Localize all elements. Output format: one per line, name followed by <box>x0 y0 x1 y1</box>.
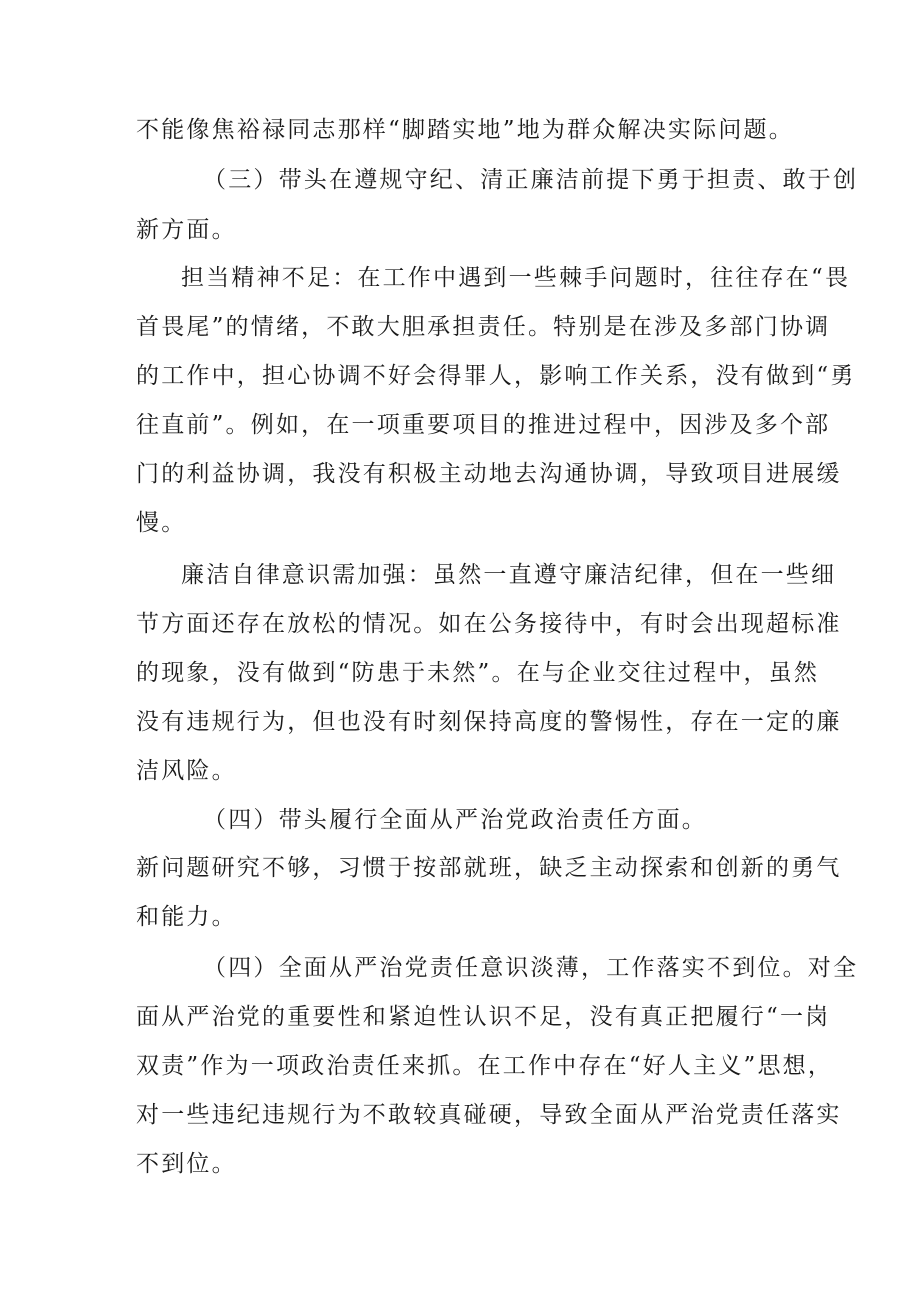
section-three-heading: （三）带头在遵规守纪、清正廉洁前提下勇于担责、敢于创 <box>203 167 859 193</box>
section-four-heading: （四）带头履行全面从严治党政治责任方面。 <box>203 807 707 833</box>
para-courage-line: 门的利益协调，我没有积极主动地去沟通协调，导致项目进展缓 <box>136 461 842 487</box>
para-courage-line: 首畏尾”的情绪，不敢大胆承担责任。特别是在涉及多部门协调 <box>136 314 831 340</box>
para-courage-line: 担当精神不足：在工作中遇到一些棘手问题时，往往存在“畏 <box>181 265 851 291</box>
para-responsibility-line: （四）全面从严治党责任意识淡薄，工作落实不到位。对全 <box>203 955 859 981</box>
para-responsibility-line: 双责”作为一项政治责任来抓。在工作中存在“好人主义”思想， <box>136 1053 834 1079</box>
para-integrity-line: 节方面还存在放松的情况。如在公务接待中，有时会出现超标准 <box>136 611 842 637</box>
para-innovation-line: 和能力。 <box>136 904 237 930</box>
para-responsibility-line: 对一些违纪违规行为不敢较真碰硬，导致全面从严治党责任落实 <box>136 1102 842 1128</box>
para-responsibility-line: 面从严治党的重要性和紧迫性认识不足，没有真正把履行“一岗 <box>136 1004 831 1030</box>
continuation-line: 不能像焦裕禄同志那样“脚踏实地”地为群众解决实际问题。 <box>136 117 794 143</box>
para-innovation-line: 新问题研究不够，习惯于按部就班，缺乏主动探索和创新的勇气 <box>136 855 842 881</box>
para-integrity-line: 廉洁自律意识需加强：虽然一直遵守廉洁纪律，但在一些细 <box>181 562 837 588</box>
section-three-heading-cont: 新方面。 <box>136 217 237 243</box>
para-courage-line: 往直前”。例如，在一项重要项目的推进过程中，因涉及多个部 <box>136 412 831 438</box>
para-courage-line: 的工作中，担心协调不好会得罪人，影响工作关系，没有做到“勇 <box>136 363 856 389</box>
para-integrity-line: 没有违规行为，但也没有时刻保持高度的警惕性，存在一定的廉 <box>136 709 842 735</box>
para-integrity-line: 洁风险。 <box>136 758 237 784</box>
para-responsibility-line: 不到位。 <box>136 1151 237 1177</box>
para-integrity-line: 的现象，没有做到“防患于未然”。在与企业交往过程中，虽然 <box>136 660 820 686</box>
para-courage-line: 慢。 <box>136 510 187 536</box>
